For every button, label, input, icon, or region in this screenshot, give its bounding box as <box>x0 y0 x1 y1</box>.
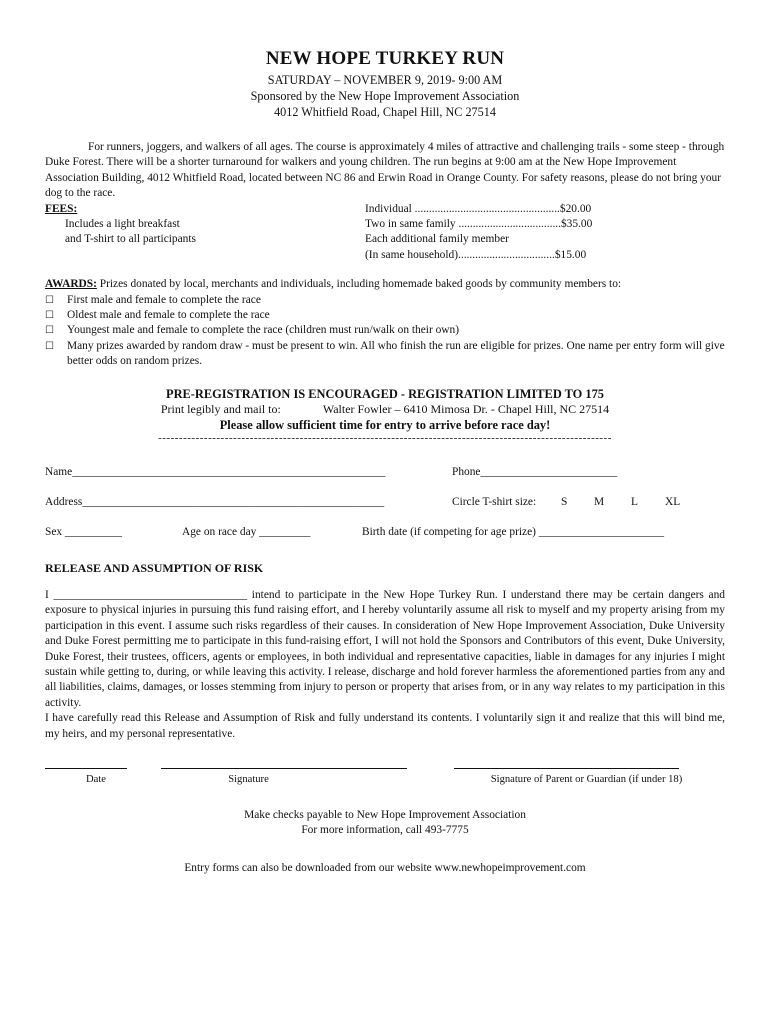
award-item <box>45 308 725 323</box>
event-date: SATURDAY – NOVEMBER 9, 2019- 9:00 AM <box>267 73 503 87</box>
checkbox-icon: ☐ <box>45 310 54 322</box>
award-item-text: Many prizes awarded by random draw - must be present to win. All who finish the run are eligible for prizes. One name per entry form will give better odds on random prizes. <box>67 339 725 368</box>
award-item <box>45 323 725 338</box>
release-acknowledgement: I have carefully read this Release and Assumption of Risk and fully understand its contents. I voluntarily sign it and realize that this will bind me, my heirs, and my personal representative. <box>45 712 725 740</box>
sponsor-line: Sponsored by the New Hope Improvement Association <box>250 89 520 103</box>
fee-individual: Individual ...................................................$20.00 <box>365 202 592 215</box>
checkbox-icon: ☐ <box>45 340 54 352</box>
signature-line[interactable] <box>161 768 407 769</box>
awards-heading: AWARDS: <box>45 278 97 291</box>
award-item <box>45 339 725 370</box>
venue-address: 4012 Whitfield Road, Chapel Hill, NC 27514 <box>274 105 496 119</box>
award-item <box>45 293 725 308</box>
signature-row <box>45 756 725 786</box>
phone-field[interactable]: Phone________________________ <box>452 465 618 478</box>
checkbox-icon: ☐ <box>45 294 54 306</box>
tshirt-size-l[interactable]: L <box>631 495 638 508</box>
more-info: For more information, call 493-7775 <box>301 824 469 837</box>
name-field[interactable]: Name_______________________________________________________ <box>45 465 386 478</box>
awards-section <box>45 277 725 369</box>
tshirt-size-m[interactable]: M <box>594 495 605 508</box>
parent-signature-line[interactable] <box>454 768 679 769</box>
preregistration-section <box>45 386 725 447</box>
fee-additional: Each additional family member <box>365 233 509 246</box>
release-heading: RELEASE AND ASSUMPTION OF RISK <box>45 560 264 575</box>
fee-household: (In same household)..................................$15.00 <box>365 248 587 261</box>
sex-age-birth-row <box>45 525 725 541</box>
age-field[interactable]: Age on race day _________ <box>182 525 311 538</box>
fees-note-tshirt: and T-shirt to all participants <box>65 233 196 246</box>
allow-time-note: Please allow sufficient time for entry to arrive before race day! <box>219 418 551 433</box>
footer-payment <box>45 808 725 839</box>
name-phone-row <box>45 465 725 481</box>
mail-label: Print legibly and mail to: <box>160 401 281 416</box>
fees-note-breakfast: Includes a light breakfast <box>65 218 180 231</box>
awards-intro: Prizes donated by local, merchants and individuals, including homemade baked goods by community members to: <box>96 278 622 291</box>
award-item-text: Youngest male and female to complete the race (children must run/walk on their own) <box>67 324 460 337</box>
header <box>45 48 725 120</box>
award-item-text: Oldest male and female to complete the race <box>67 309 270 322</box>
award-item-text: First male and female to complete the race <box>67 293 261 306</box>
entry-form-page <box>45 48 725 876</box>
release-text <box>45 588 725 742</box>
mail-address: Walter Fowler – 6410 Mimosa Dr. - Chapel Hill, NC 27514 <box>322 401 610 416</box>
checkbox-icon: ☐ <box>45 325 54 337</box>
address-field[interactable]: Address_____________________________________________________ <box>45 495 385 508</box>
tshirt-size-xl[interactable]: XL <box>665 495 681 508</box>
parent-signature-label: Signature of Parent or Guardian (if under 18) <box>490 773 683 785</box>
website-note: Entry forms can also be downloaded from our website www.newhopeimprovement.com <box>184 861 586 874</box>
page-title: NEW HOPE TURKEY RUN <box>265 48 505 69</box>
date-label: Date <box>86 773 106 785</box>
date-line[interactable] <box>45 768 127 769</box>
tshirt-size-label: Circle T-shirt size: <box>452 495 537 508</box>
tshirt-size-s[interactable]: S <box>561 495 568 508</box>
cut-line: ------------------------------------------------------------------------------------------------------------- <box>158 432 612 445</box>
fees-heading: FEES: <box>45 202 78 215</box>
fees-section <box>45 202 725 264</box>
signature-label: Signature <box>228 773 269 785</box>
address-tshirt-row <box>45 495 725 511</box>
intro-paragraph: For runners, joggers, and walkers of all ages. The course is approximately 4 miles of attractive and challenging trails - some steep - through Duke Forest. There will be a shorter turnaround for walkers and young children. The run begins at 9:00 am at the New Hope Improvement Association Building, 4012 Whitfield Road, located between NC 86 and Erwin Road in Orange County. For safety reasons, please do not bring your dog to the race. <box>45 141 725 200</box>
birth-date-field[interactable]: Birth date (if competing for age prize) ______________________ <box>362 525 665 538</box>
release-paragraph: I __________________________________ intend to participate in the New Hope Turkey Run. I understand there may be certain dangers and exposure to physical injuries in pursuing this fund raising effort, and I hereby voluntarily assume all risk to myself and my property arising from my participation in this event. I assume such risks regardless of their causes. In consideration of New Hope Improvement Association, Duke University and Duke Forest permitting me to participate in this fund-raising effort, I will not hold the Sponsors and Contributors of this event, Duke University, Duke Forest, their trustees, officers, agents or employees, in both individual and representative capacities, liable in damages for any injuries I might sustain while getting to, during, or while leaving this activity. I release, discharge and hold forever harmless the aforementioned parties from any and all liabilities, claims, damages, or losses stemming from injury to person or property that arises from, or in any way relates to my participation in this activity. <box>45 588 725 709</box>
sex-field[interactable]: Sex __________ <box>45 525 122 538</box>
checks-payable: Make checks payable to New Hope Improvement Association <box>244 808 526 821</box>
prereg-heading: PRE-REGISTRATION IS ENCOURAGED - REGISTRATION LIMITED TO 175 <box>166 386 604 401</box>
fee-family: Two in same family ....................................$35.00 <box>365 218 593 231</box>
